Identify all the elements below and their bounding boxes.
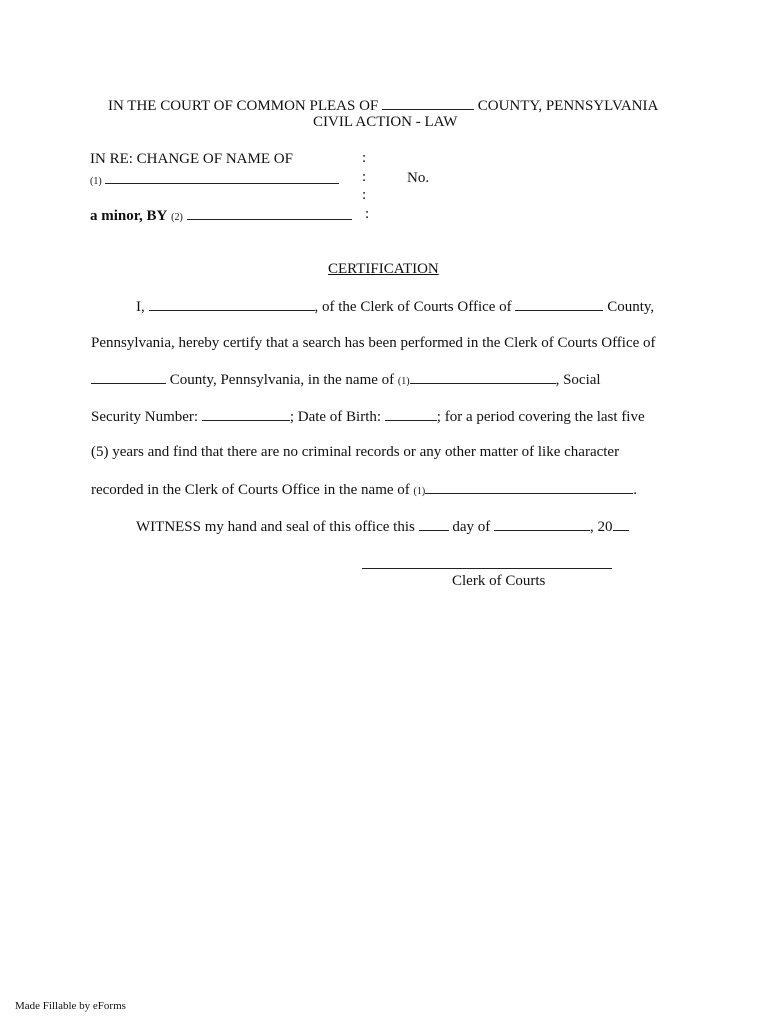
parent-name-field[interactable]	[187, 206, 352, 220]
signature-line[interactable]	[362, 568, 612, 569]
minor-line	[90, 206, 352, 227]
text-year-prefix: , 20	[590, 519, 613, 535]
name-line-1	[90, 170, 339, 191]
marker-4: (1)	[413, 486, 426, 497]
text-of-clerk: , of the Clerk of Courts Office of	[314, 299, 512, 315]
text-i: I,	[136, 299, 145, 315]
colon-3: :	[362, 187, 367, 203]
marker-3: (1)	[397, 376, 410, 387]
court-suffix: COUNTY, PENNSYLVANIA	[477, 98, 659, 114]
clerk-of-courts-label: Clerk of Courts	[452, 573, 546, 589]
action-type: CIVIL ACTION - LAW	[313, 114, 458, 130]
recorded-name-field[interactable]	[425, 480, 633, 494]
text-ssn: Security Number:	[91, 409, 199, 425]
witness-line	[136, 517, 629, 536]
body-line-4	[91, 407, 645, 426]
year-field[interactable]	[613, 517, 629, 531]
text-county: County,	[607, 299, 655, 315]
docket-number-label: No.	[407, 170, 430, 186]
text-social: , Social	[555, 372, 601, 388]
body-line-1	[136, 297, 654, 316]
body-line-2: Pennsylvania, hereby certify that a search has been performed in the Clerk of Courts Office of	[91, 335, 656, 351]
clerk-county-field[interactable]	[515, 297, 603, 311]
text-county-pa: County, Pennsylvania, in the name of	[169, 372, 395, 388]
dob-field[interactable]	[385, 407, 437, 421]
marker-2: (2)	[171, 212, 183, 223]
body-line-5: (5) years and find that there are no criminal records or any other matter of like character	[91, 444, 620, 460]
county-field[interactable]	[382, 96, 474, 110]
text-recorded: recorded in the Clerk of Courts Office in the name of	[91, 482, 410, 498]
body-line-6	[91, 480, 637, 501]
colon-2: :	[362, 169, 367, 185]
name-of-field[interactable]	[105, 170, 339, 184]
in-re-label: IN RE: CHANGE OF NAME OF	[90, 151, 293, 167]
text-day-of: day of	[452, 519, 491, 535]
colon-4: :	[365, 206, 370, 222]
day-field[interactable]	[419, 517, 449, 531]
search-name-field[interactable]	[410, 370, 556, 384]
marker-1: (1)	[90, 176, 102, 187]
text-period: ; for a period covering the last five	[436, 409, 645, 425]
month-field[interactable]	[494, 517, 590, 531]
ssn-field[interactable]	[202, 407, 290, 421]
minor-label: a minor, BY	[90, 208, 168, 224]
text-witness: WITNESS my hand and seal of this office this	[136, 519, 415, 535]
footer-credit: Made Fillable by eForms	[15, 1000, 126, 1012]
certification-title: CERTIFICATION	[328, 261, 439, 277]
body-line-3	[91, 370, 601, 391]
text-period-end: .	[633, 482, 637, 498]
search-county-field[interactable]	[91, 370, 166, 384]
text-dob: ; Date of Birth:	[289, 409, 382, 425]
clerk-name-field[interactable]	[149, 297, 315, 311]
colon-1: :	[362, 150, 367, 166]
court-prefix: IN THE COURT OF COMMON PLEAS OF	[108, 98, 379, 114]
